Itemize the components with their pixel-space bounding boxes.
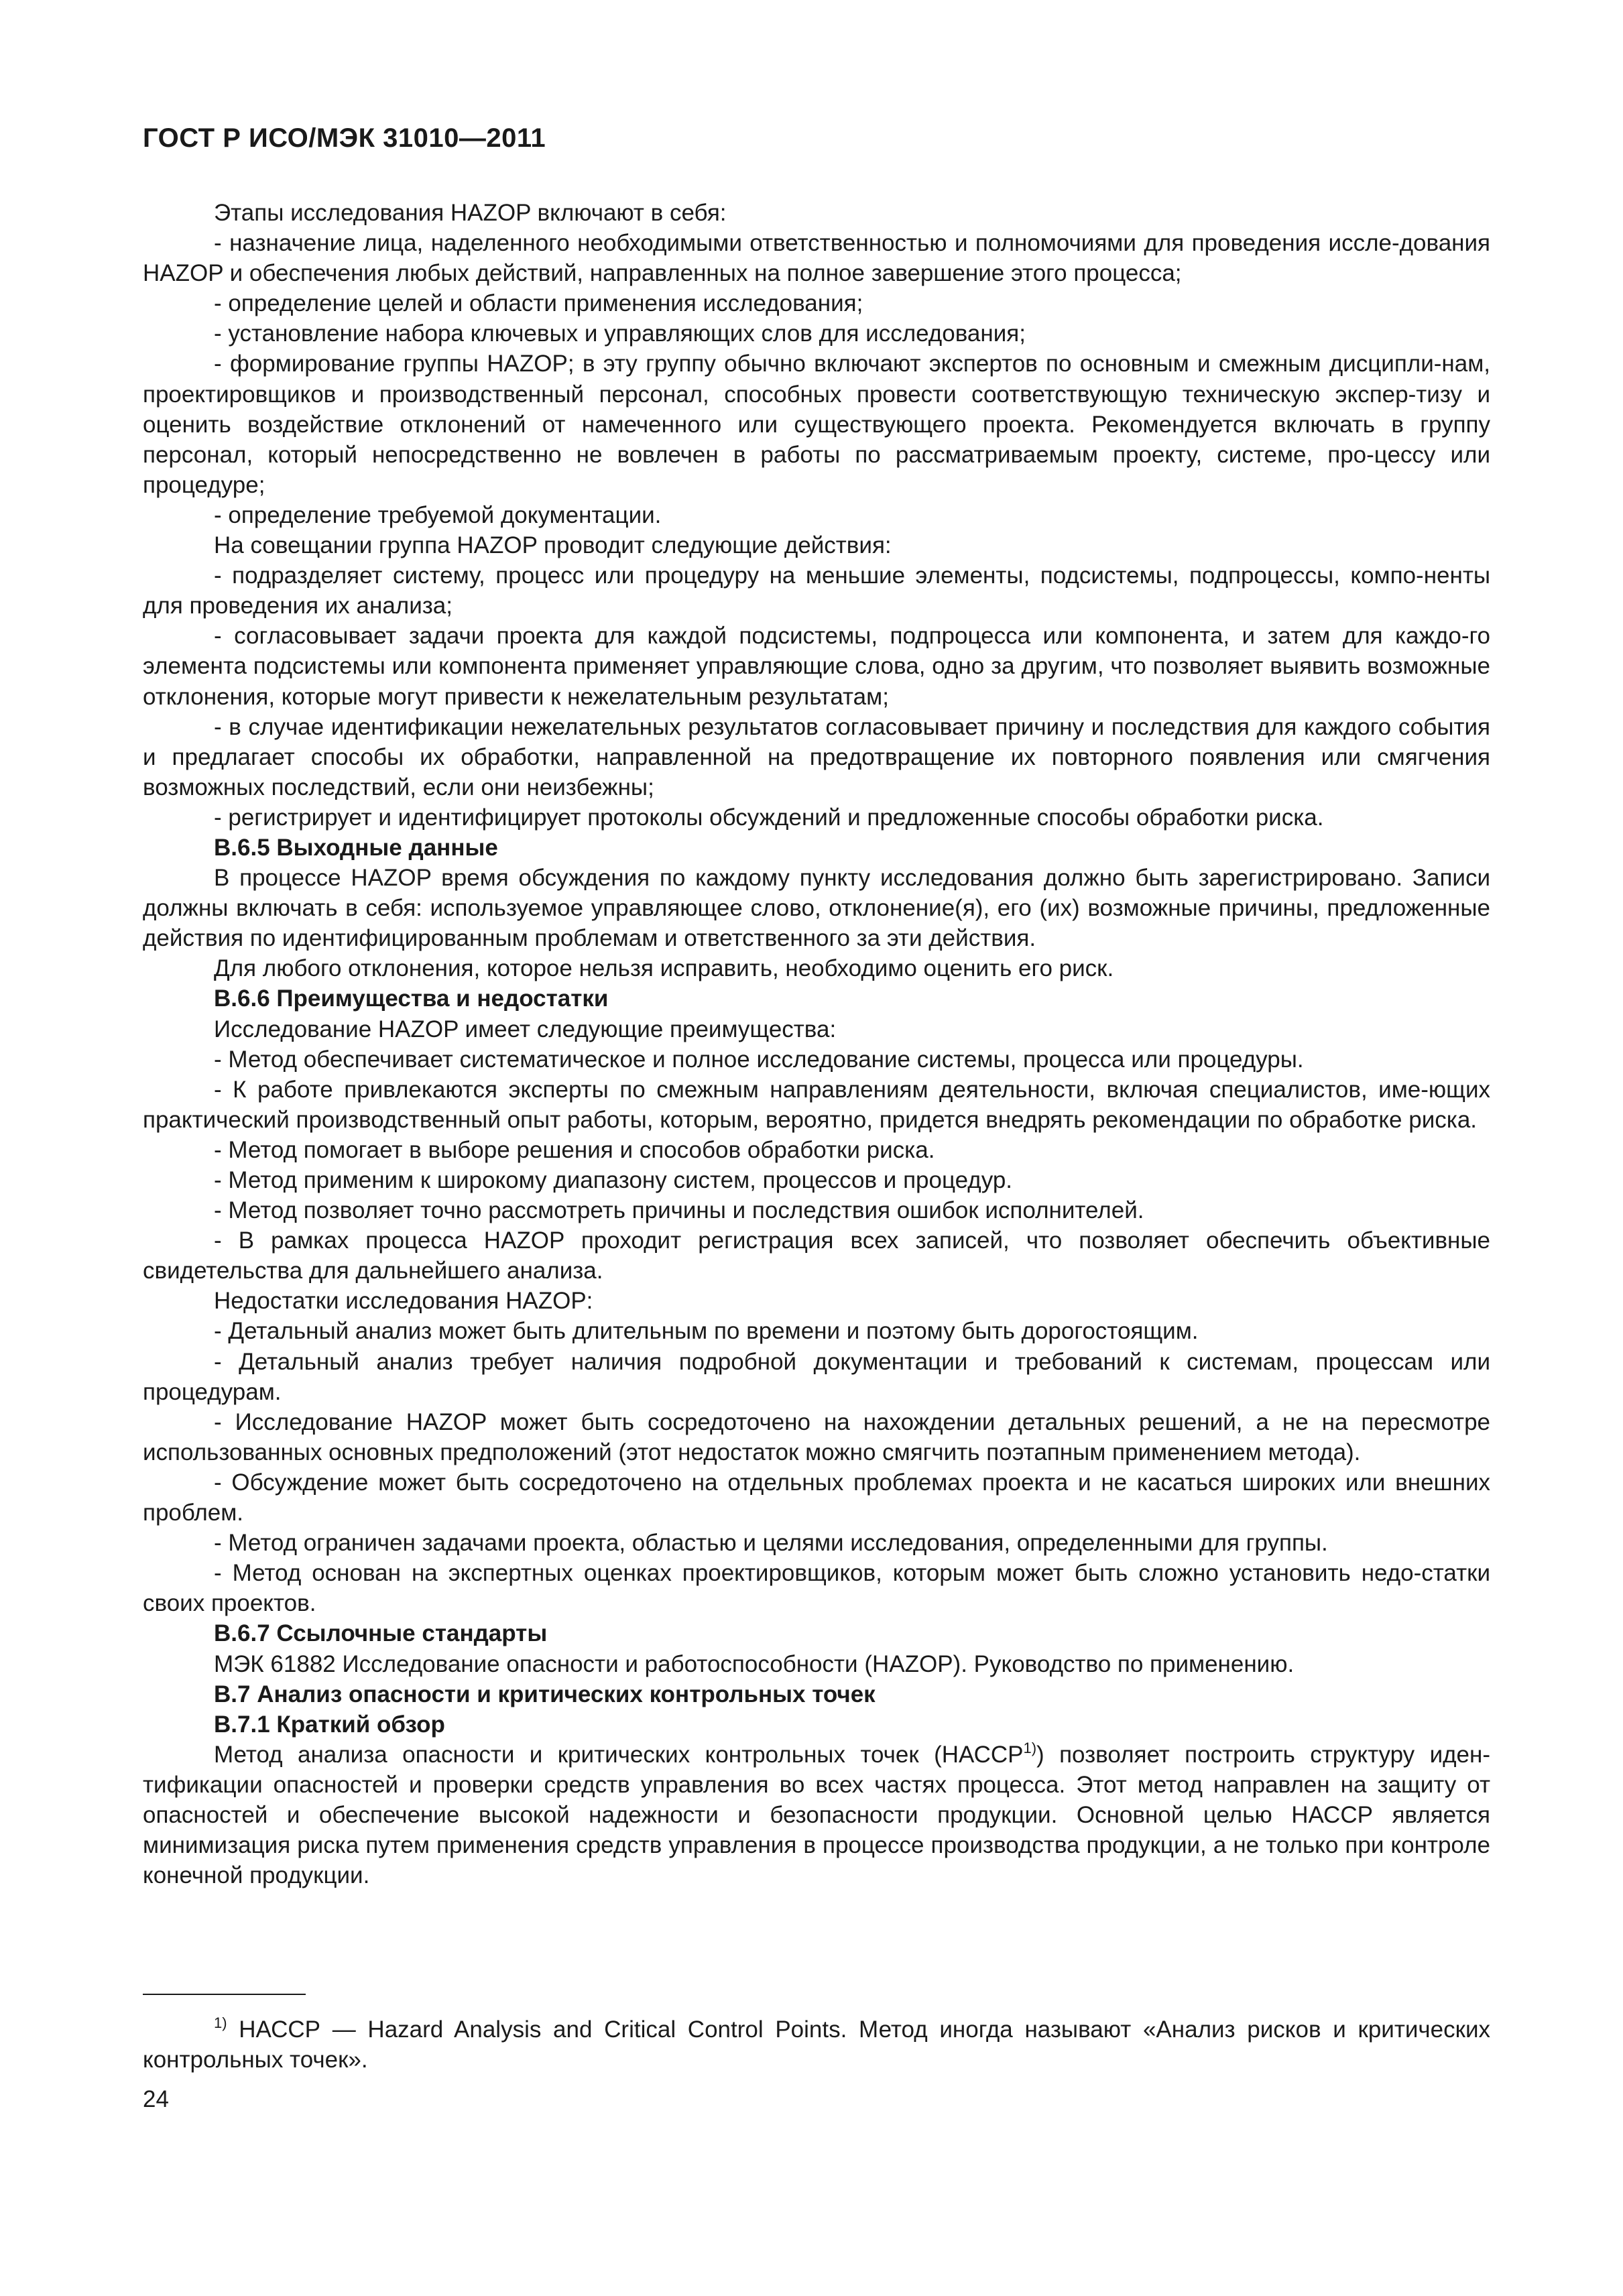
paragraph-text: - Метод помогает в выборе решения и способов обработки риска.	[214, 1136, 935, 1163]
page-number: 24	[143, 2086, 169, 2112]
footnote	[143, 2014, 1490, 2075]
paragraph-text: Для любого отклонения, которое нельзя исправить, необходимо оценить его риск.	[214, 955, 1114, 982]
paragraph	[143, 530, 1490, 560]
paragraph	[143, 560, 1490, 621]
paragraph-text: - в случае идентификации нежелательных результатов согласовывает причину и последствия для каждого события и предлагает способы их обработки, направленной на предотвращение их повторного появления или смягчения возможных последствий, если они неизбежны;	[143, 713, 1490, 800]
paragraph	[143, 349, 1490, 499]
paragraph-text: МЭК 61882 Исследование опасности и работоспособности (HAZOP). Руководство по применению.	[214, 1650, 1295, 1677]
paragraph	[143, 1316, 1490, 1346]
paragraph-text: - подразделяет систему, процесс или процедуру на меньшие элементы, подсистемы, подпроцессы, компо-ненты для проведения их анализа;	[143, 562, 1490, 619]
section-heading	[143, 1618, 1490, 1648]
footnote-text: НАССР — Hazard Analysis and Critical Control Points. Метод иногда называют «Анализ рисков и критических контрольных точек».	[143, 2016, 1490, 2073]
paragraph-text: - В рамках процесса HAZOP проходит регистрация всех записей, что позволяет обеспечить объективные свидетельства для дальнейшего анализа.	[143, 1227, 1490, 1284]
footnote-divider	[143, 1994, 306, 1995]
paragraph	[143, 802, 1490, 833]
paragraph	[143, 712, 1490, 802]
paragraph-text: Недостатки исследования HAZOP:	[214, 1288, 593, 1315]
paragraph	[143, 1558, 1490, 1618]
paragraph-text: В процессе HAZOP время обсуждения по каждому пункту исследования должно быть зарегистрировано. Записи должны включать в себя: используемое управляющее слово, отклонение(я), его (их) возможные причины, предложенные действия по идентифицированным проблемам и ответственного за эти действия.	[143, 865, 1490, 952]
paragraph	[143, 621, 1490, 711]
paragraph	[143, 1407, 1490, 1467]
paragraph	[143, 228, 1490, 288]
paragraph-text: - Метод ограничен задачами проекта, областью и целями исследования, определенными для группы.	[214, 1530, 1328, 1557]
paragraph-text: - Метод основан на экспертных оценках проектировщиков, которым может быть сложно установить недо-статки своих проектов.	[143, 1560, 1490, 1617]
page-header: ГОСТ Р ИСО/МЭК 31010—2011	[143, 123, 546, 153]
paragraph	[143, 288, 1490, 318]
paragraph	[143, 1014, 1490, 1044]
paragraph-text: Исследование HAZOP имеет следующие преимущества:	[214, 1016, 837, 1042]
paragraph-text: - К работе привлекаются эксперты по смежным направлениям деятельности, включая специалистов, име-ющих практический производственный опыт работы, которым, вероятно, придется внедрять рекомендации по обработке риска.	[143, 1076, 1490, 1133]
paragraph	[143, 1165, 1490, 1195]
footnote-reference: 1)	[1023, 1739, 1037, 1756]
paragraph-text: - Обсуждение может быть сосредоточено на отдельных проблемах проекта и не касаться широких или внешних проблем.	[143, 1469, 1490, 1526]
paragraph	[143, 1740, 1490, 1890]
paragraph-text: Метод анализа опасности и критических контрольных точек (НАССР	[214, 1741, 1024, 1768]
paragraph-text: - определение требуемой документации.	[214, 501, 662, 528]
paragraph	[143, 1528, 1490, 1558]
paragraph	[143, 1347, 1490, 1407]
paragraph-text: - Детальный анализ может быть длительным по времени и поэтому быть дорогостоящим.	[214, 1318, 1199, 1345]
paragraph-text: - согласовывает задачи проекта для каждой подсистемы, подпроцесса или компонента, и затем для каждо-го элемента подсистемы или компонента применяет управляющие слова, одно за другим, что позволяет выявить возможные отклонения, которые могут привести к нежелательным результатам;	[143, 623, 1490, 710]
paragraph	[143, 953, 1490, 983]
paragraph	[143, 1286, 1490, 1316]
paragraph	[143, 198, 1490, 228]
paragraph	[143, 1467, 1490, 1528]
paragraph-text: - установление набора ключевых и управляющих слов для исследования;	[214, 320, 1026, 347]
paragraph	[143, 500, 1490, 530]
paragraph	[143, 863, 1490, 953]
paragraph-text: - регистрирует и идентифицирует протоколы обсуждений и предложенные способы обработки риска.	[214, 804, 1324, 831]
paragraph	[143, 318, 1490, 349]
paragraph-text: В.7.1 Краткий обзор	[214, 1711, 445, 1738]
paragraph-text: В.6.7 Ссылочные стандарты	[214, 1620, 548, 1647]
paragraph-text: - формирование группы HAZOP; в эту группу обычно включают экспертов по основным и смежным дисципли-нам, проектировщиков и производственный персонал, способных провести соответствующую техническую экспер-тизу и оценить воздействие отклонений от намеченного или существующего проекта. Рекомендуется включать в группу персонал, который непосредственно не вовлечен в работы по рассматриваемым проекту, системе, про-цессу или процедуре;	[143, 351, 1490, 498]
paragraph	[143, 1044, 1490, 1075]
section-heading	[143, 833, 1490, 863]
section-heading	[143, 983, 1490, 1014]
section-heading	[143, 1679, 1490, 1709]
paragraph	[143, 1195, 1490, 1225]
paragraph-text: Этапы исследования HAZOP включают в себя:	[214, 200, 727, 226]
paragraph-text: В.7 Анализ опасности и критических контрольных точек	[214, 1681, 876, 1707]
body-text	[143, 198, 1490, 1890]
paragraph-text: - назначение лица, наделенного необходимыми ответственностью и полномочиями для проведения иссле-дования HAZOP и обеспечения любых действий, направленных на полное завершение этого процесса;	[143, 230, 1490, 287]
paragraph	[143, 1075, 1490, 1135]
paragraph-text: - Детальный анализ требует наличия подробной документации и требований к системам, процессам или процедурам.	[143, 1348, 1490, 1405]
paragraph-text: В.6.5 Выходные данные	[214, 834, 498, 861]
paragraph	[143, 1225, 1490, 1286]
paragraph-text: - Исследование HAZOP может быть сосредоточено на нахождении детальных решений, а не на пересмотре использованных основных предположений (этот недостаток можно смягчить поэтапным применением метода).	[143, 1408, 1490, 1465]
paragraph-text: На совещании группа HAZOP проводит следующие действия:	[214, 532, 892, 559]
paragraph-text: - Метод обеспечивает систематическое и полное исследование системы, процесса или процедуры.	[214, 1046, 1304, 1073]
section-heading	[143, 1709, 1490, 1740]
paragraph-text: В.6.6 Преимущества и недостатки	[214, 985, 609, 1012]
paragraph	[143, 1135, 1490, 1165]
paragraph-text: - Метод позволяет точно рассмотреть причины и последствия ошибок исполнителей.	[214, 1197, 1144, 1224]
paragraph	[143, 1649, 1490, 1679]
paragraph-text: ) позволяет построить структуру иден-тификации опасностей и проверки средств управления во всех частях процесса. Этот метод направлен на защиту от опасностей и обеспечение высокой надежности и безопасности продукции. Основной целью НАССР является минимизация риска путем применения средств управления в процессе производства продукции, а не только при контроле конечной продукции.	[143, 1741, 1490, 1889]
footnote-marker: 1)	[214, 2014, 227, 2031]
paragraph-text: - определение целей и области применения исследования;	[214, 290, 863, 317]
paragraph-text: - Метод применим к широкому диапазону систем, процессов и процедур.	[214, 1167, 1013, 1193]
